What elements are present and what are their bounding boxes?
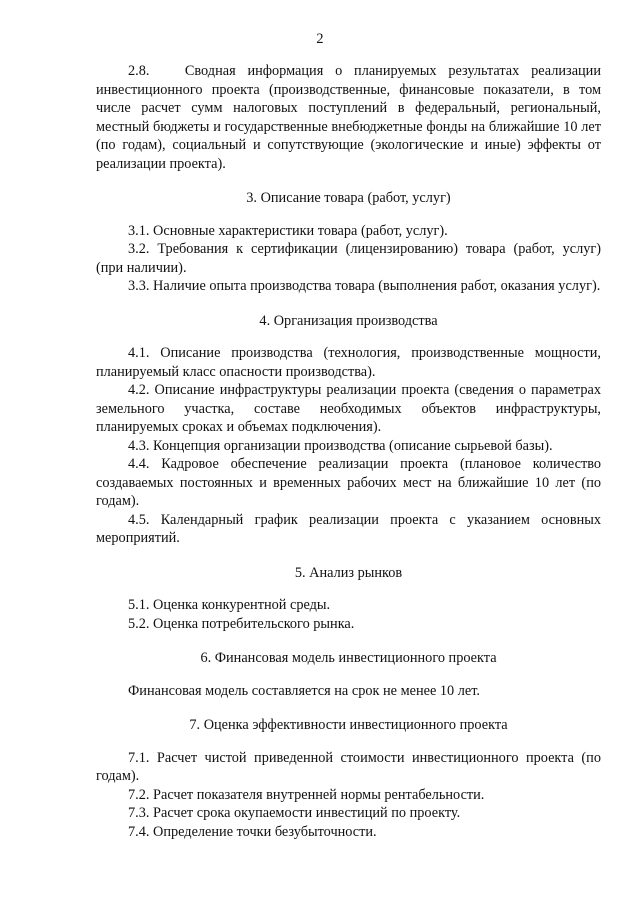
paragraph-7-1: 7.1. Расчет чистой приведенной стоимости инвестиционного проекта (по годам). xyxy=(96,749,601,784)
section-5-heading: 5. Анализ рынков xyxy=(294,564,403,581)
paragraph-2-8: 2.8. Сводная информация о планируемых результатах реализации инвестиционного проекта (производственные, финансовые показатели, в том числе расчет сумм налоговых поступлений в федеральный, региональный, местный бюджеты и государственные внебюджетные фонды на ближайшие 10 лет (по годам), социальный и сопутствующие (экологические и иные) эффекты от реализации проекта). xyxy=(96,63,601,172)
paragraph-4-1: 4.1. Описание производства (технология, производственные мощности, планируемый класс опасности производства). xyxy=(96,345,601,380)
paragraph-4-4: 4.4. Кадровое обеспечение реализации проекта (плановое количество создаваемых постоянных и временных рабочих мест на ближайшие 10 лет (по годам). xyxy=(96,456,601,509)
section-7-heading: 7. Оценка эффективности инвестиционного проекта xyxy=(189,717,508,733)
paragraph-4-3: 4.3. Концепция организации производства (описание сырьевой базы). xyxy=(128,437,553,454)
paragraph-5-2: 5.2. Оценка потребительского рынка. xyxy=(128,615,355,632)
paragraph-5-1: 5.1. Оценка конкурентной среды. xyxy=(128,597,331,613)
paragraph-3-1: 3.1. Основные характеристики товара (работ, услуг). xyxy=(128,222,448,239)
document-body xyxy=(96,62,601,841)
section-4-heading: 4. Организация производства xyxy=(259,312,438,329)
section-6-heading: 6. Финансовая модель инвестиционного проекта xyxy=(200,650,497,666)
paragraph-3-3: 3.3. Наличие опыта производства товара (выполнения работ, оказания услуг). xyxy=(128,278,601,294)
page-number: 2 xyxy=(316,31,324,47)
paragraph-7-3: 7.3. Расчет срока окупаемости инвестиций по проекту. xyxy=(128,805,461,821)
section-3-heading: 3. Описание товара (работ, услуг) xyxy=(246,190,451,206)
paragraph-4-5: 4.5. Календарный график реализации проекта с указанием основных мероприятий. xyxy=(96,511,601,546)
paragraph-7-4: 7.4. Определение точки безубыточности. xyxy=(128,823,377,840)
paragraph-6: Финансовая модель составляется на срок не менее 10 лет. xyxy=(128,682,480,699)
paragraph-4-2: 4.2. Описание инфраструктуры реализации проекта (сведения о параметрах земельного участка, составе необходимых объектов инфраструктуры, планируемых сроках и объемах подключения). xyxy=(96,382,601,435)
paragraph-7-2: 7.2. Расчет показателя внутренней нормы рентабельности. xyxy=(128,786,485,803)
paragraph-3-2: 3.2. Требования к сертификации (лицензированию) товара (работ, услуг) (при наличии). xyxy=(96,241,601,276)
